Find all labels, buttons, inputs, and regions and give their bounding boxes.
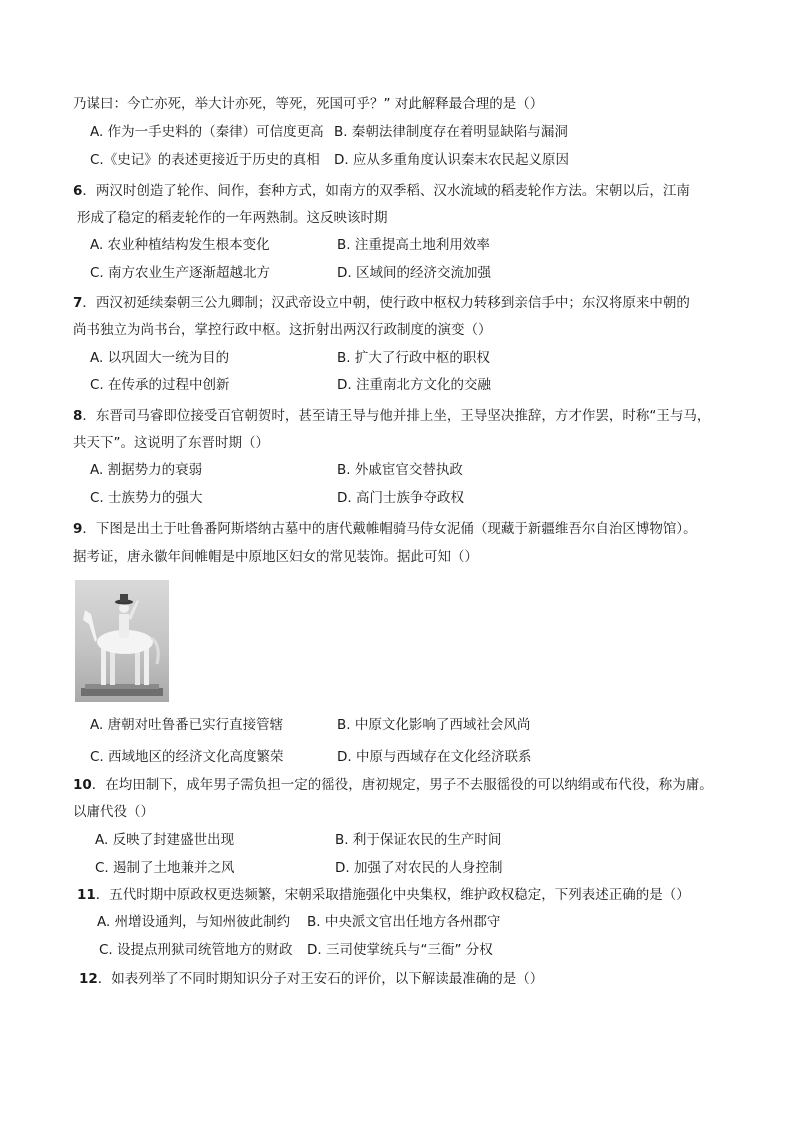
- q12-stem-line1: [79, 970, 543, 988]
- q10-stem-line1: [73, 776, 713, 794]
- q7-stem-text1: ．西汉初延续秦朝三公九卿制；汉武帝设立中朝，使行政中枢权力转移到亲信手中；东汉将原来中朝的: [82, 295, 690, 311]
- q6-stem-line1: [73, 182, 690, 200]
- q11-option-a[interactable]: A. 州增设通判，与知州彼此制约: [97, 914, 291, 930]
- q10-stem-text1: ．在均田制下，成年男子需负担一定的徭役，唐初规定，男子不去服徭役的可以纳绢或布代役，称为庸。: [91, 777, 713, 793]
- horse-rider-figurine-icon: [75, 580, 169, 702]
- q5-option-c[interactable]: C.《史记》的表述更接近于历史的真相: [90, 152, 320, 168]
- q9-stem-line1: [73, 520, 697, 538]
- figurine-photo: [75, 580, 169, 702]
- q7-options-row2: [90, 376, 750, 394]
- q8-stem-line2: 共天下”。这说明了东晋时期（）: [73, 435, 269, 451]
- q9-options-row2: [90, 748, 750, 766]
- q6-stem-text1: ．两汉时创造了轮作、间作，套种方式，如南方的双季稻、汉水流域的稻麦轮作方法。宋朝以后，江南: [82, 183, 690, 199]
- q8-stem-text1: ．东晋司马睿即位接受百官朝贺时，甚至请王导与他并排上坐，王导坚决推辞，方才作罢，时称“王与马，: [82, 408, 711, 424]
- q10-stem-line2: 以庸代役（）: [73, 804, 154, 820]
- q8-stem-line1: [73, 407, 710, 425]
- q9-option-b[interactable]: B. 中原文化影响了西域社会风尚: [337, 717, 531, 733]
- q5-option-b[interactable]: B. 秦朝法律制度存在着明显缺陷与漏洞: [334, 124, 568, 140]
- q7-stem-line2: 尚书独立为尚书台，掌控行政中枢。这折射出两汉行政制度的演变（）: [73, 322, 492, 338]
- q12-stem-text1: ．如表列举了不同时期知识分子对王安石的评价，以下解读最准确的是（）: [97, 971, 544, 987]
- q7-option-c[interactable]: C. 在传承的过程中创新: [90, 377, 230, 393]
- q6-number: 6: [73, 183, 83, 199]
- q6-option-d[interactable]: D. 区域间的经济交流加强: [337, 265, 491, 281]
- q11-number: 11: [77, 887, 96, 903]
- q9-options-row1: [90, 716, 750, 734]
- q7-option-b[interactable]: B. 扩大了行政中枢的职权: [337, 350, 490, 366]
- q12-number: 12: [79, 971, 98, 987]
- q10-options-row1: [95, 831, 755, 849]
- q6-option-b[interactable]: B. 注重提高土地利用效率: [337, 237, 490, 253]
- q11-stem-text1: ．五代时期中原政权更迭频繁，宋朝采取措施强化中央集权，维护政权稳定，下列表述正确的是（）: [95, 887, 690, 903]
- q9-option-d[interactable]: D. 中原与西域存在文化经济联系: [337, 749, 532, 765]
- q9-number: 9: [73, 521, 83, 537]
- q9-option-a[interactable]: A. 唐朝对吐鲁番已实行直接管辖: [90, 717, 284, 733]
- q11-option-b[interactable]: B. 中央派文官出任地方各州郡守: [307, 914, 501, 930]
- q6-options-row2: [90, 264, 750, 282]
- q8-option-a[interactable]: A. 割据势力的衰弱: [90, 462, 203, 478]
- q10-option-d[interactable]: D. 加强了对农民的人身控制: [335, 860, 503, 876]
- q5-option-d[interactable]: D. 应从多重角度认识秦末农民起义原因: [334, 152, 569, 168]
- q6-option-a[interactable]: A. 农业种植结构发生根本变化: [90, 237, 270, 253]
- q11-option-c[interactable]: C. 设提点刑狱司统管地方的财政: [99, 942, 293, 958]
- q11-stem-line1: [77, 886, 690, 904]
- q8-option-d[interactable]: D. 高门士族争夺政权: [337, 490, 464, 506]
- q11-option-d[interactable]: D. 三司使掌统兵与“三衙” 分权: [307, 942, 493, 958]
- q7-number: 7: [73, 295, 83, 311]
- q7-options-row1: [90, 349, 750, 367]
- q9-stem-line2: 据考证，唐永徽年间帷帽是中原地区妇女的常见装饰。据此可知（）: [73, 549, 478, 565]
- q8-number: 8: [73, 408, 83, 424]
- q10-options-row2: [95, 859, 755, 877]
- q7-option-a[interactable]: A. 以巩固大一统为目的: [90, 350, 230, 366]
- q6-option-c[interactable]: C. 南方农业生产逐渐超越北方: [90, 265, 271, 281]
- q6-stem-line2: 形成了稳定的稻麦轮作的一年两熟制。这反映该时期: [77, 210, 388, 226]
- q9-stem-text1: ．下图是出土于吐鲁番阿斯塔纳古墓中的唐代戴帷帽骑马侍女泥俑（现藏于新疆维吾尔自治区博物馆）。: [82, 521, 697, 537]
- q8-options-row1: [90, 461, 750, 479]
- q10-option-a[interactable]: A. 反映了封建盛世出现: [95, 832, 235, 848]
- q6-options-row1: [90, 236, 750, 254]
- q8-option-c[interactable]: C. 士族势力的强大: [90, 490, 203, 506]
- q8-options-row2: [90, 489, 750, 507]
- q10-option-c[interactable]: C. 遏制了土地兼并之风: [95, 860, 235, 876]
- q10-number: 10: [73, 777, 92, 793]
- q9-option-c[interactable]: C. 西域地区的经济文化高度繁荣: [90, 749, 284, 765]
- q5-options-row1: [90, 123, 750, 141]
- q10-option-b[interactable]: B. 利于保证农民的生产时间: [335, 832, 502, 848]
- q7-option-d[interactable]: D. 注重南北方文化的交融: [337, 377, 491, 393]
- q5-option-a[interactable]: A. 作为一手史料的（秦律）可信度更高: [90, 124, 324, 140]
- q8-option-b[interactable]: B. 外戚宦官交替执政: [337, 462, 463, 478]
- q5-options-row2: [90, 151, 750, 169]
- q5-stem-line: 乃谋曰：今亡亦死，举大计亦死，等死，死国可乎？” 对此解释最合理的是（）: [73, 96, 544, 112]
- q11-options-row2: [99, 941, 759, 959]
- q7-stem-line1: [73, 294, 690, 312]
- q11-options-row1: [97, 913, 757, 931]
